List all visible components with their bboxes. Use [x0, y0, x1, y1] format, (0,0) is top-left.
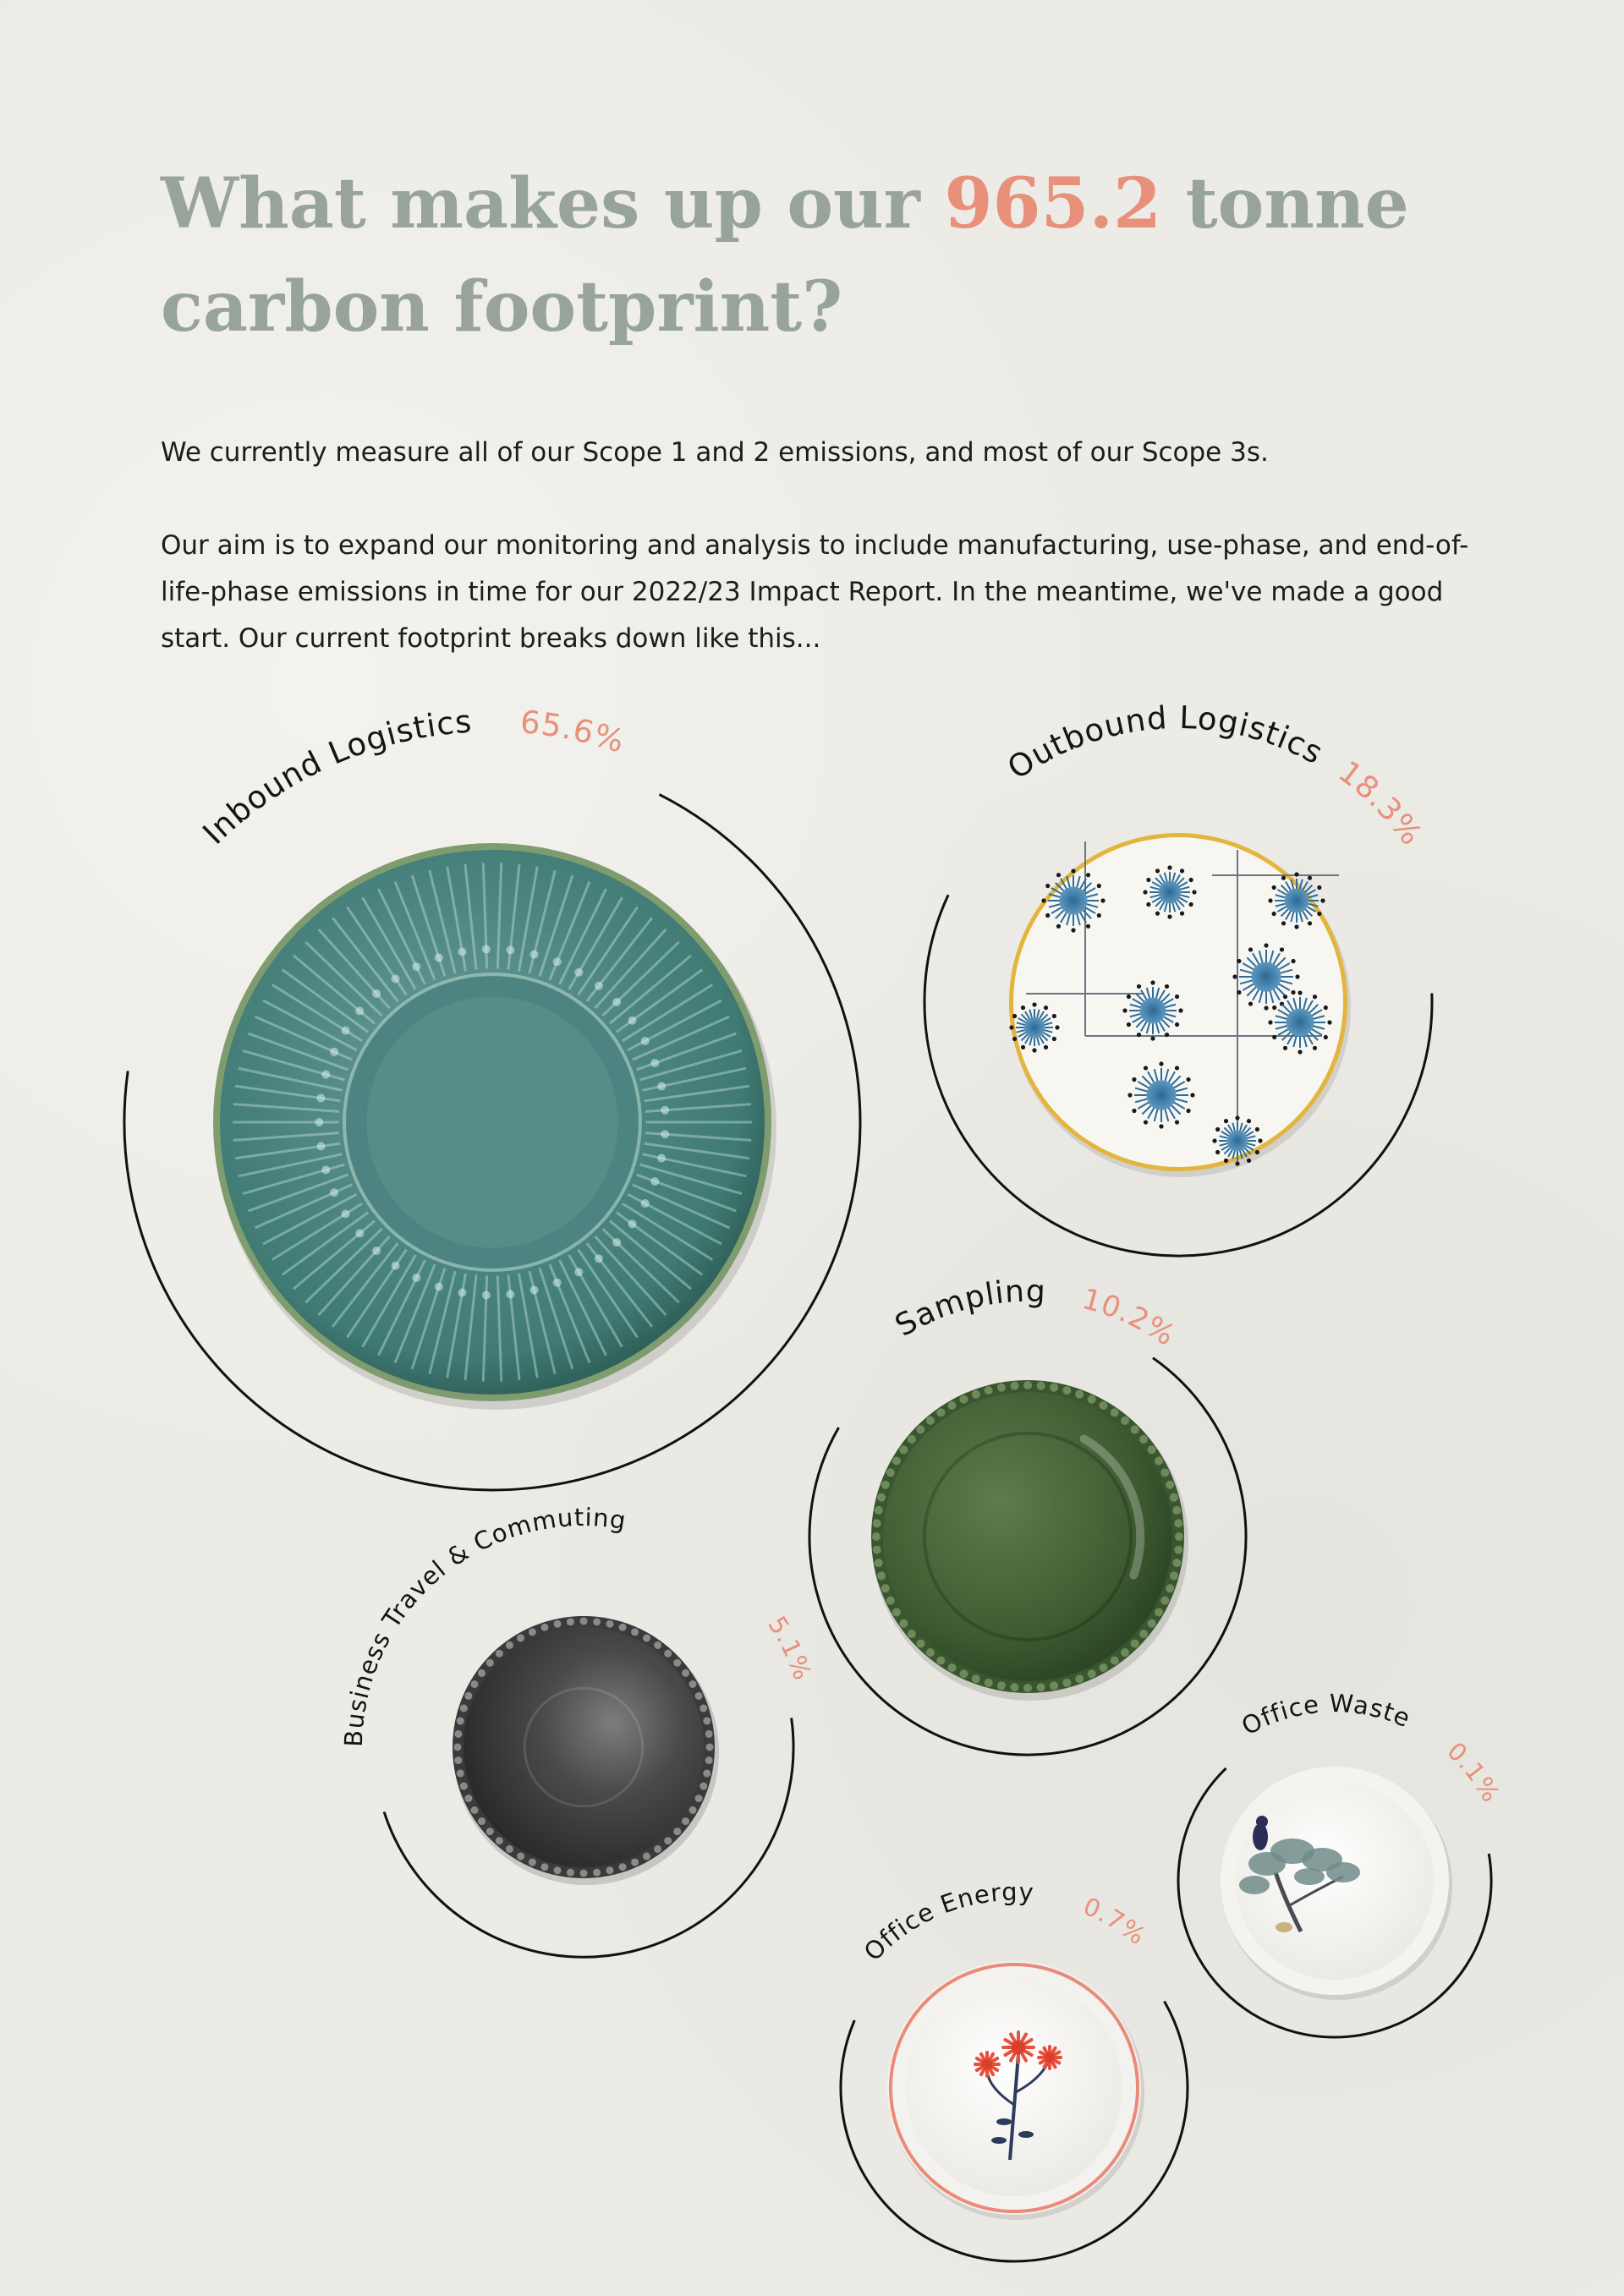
grey-beaded-bowl-icon [453, 1616, 719, 1885]
green-beaded-plate-icon [871, 1380, 1188, 1701]
dandelion-print-plate-icon [1009, 833, 1351, 1177]
title-highlight-value: 965.2 [944, 163, 1162, 244]
category-label-3: Business Travel & Commuting [338, 1503, 629, 1748]
category-label-4: Office Energy [858, 1877, 1035, 1967]
bird-tree-plate-icon [1221, 1767, 1452, 2000]
category-label-2: Sampling [889, 1274, 1047, 1344]
category-label-1: Outbound Logistics [1001, 699, 1330, 787]
category-value-3: 5.1% [762, 1611, 818, 1685]
teal-glazed-bowl-icon [213, 843, 776, 1410]
category-value-2: 10.2% [1078, 1281, 1182, 1354]
intro-paragraph-1: We currently measure all of our Scope 1 and 2 emissions, and most of our Scope 3s. [161, 437, 1269, 468]
category-label-5: Office Waste [1237, 1688, 1415, 1741]
red-flower-plate-icon [887, 1961, 1144, 2220]
category-value-4: 0.7% [1078, 1891, 1152, 1951]
category-label-0: Inbound Logistics [195, 703, 474, 852]
title-text-before: What makes up our [161, 163, 945, 244]
category-value-0: 65.6% [518, 704, 629, 760]
category-value-1: 18.3% [1331, 754, 1429, 852]
title-text-after: tonne carbon footprint? [161, 163, 1409, 348]
category-value-5: 0.1% [1441, 1736, 1506, 1808]
intro-paragraph-2: Our aim is to expand our monitoring and analysis to include manufacturing, use-phase, and end-of-life-phase emissions in time for our 2022/23 Impact Report. In the meantime, we've made a good start. Our current footprint breaks down like this... [161, 530, 1469, 654]
